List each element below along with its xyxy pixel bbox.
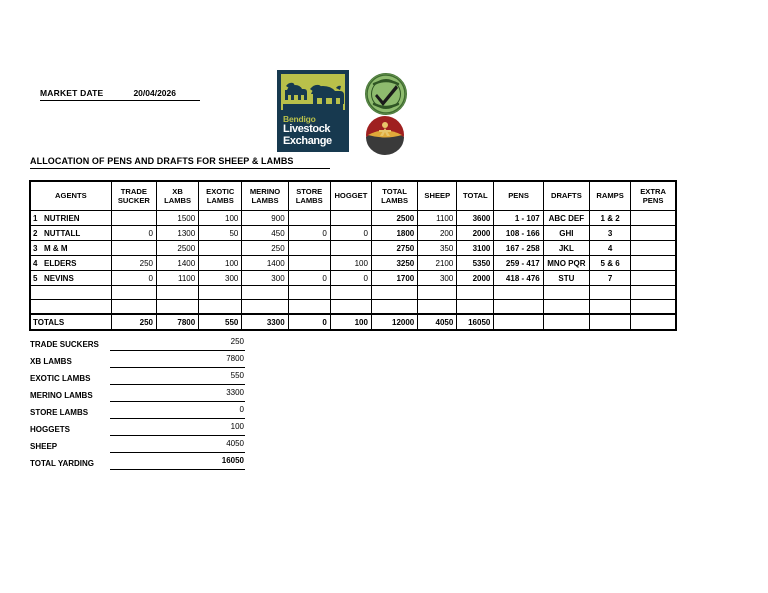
summary-value-underline	[110, 450, 245, 470]
cell-trade-sucker: 0	[111, 226, 156, 241]
col-header-ramps	[590, 181, 631, 211]
totals-cell-xb-lambs: 7800	[157, 314, 199, 330]
cell-trade-sucker: 250	[111, 256, 156, 271]
col-header-total-lambs-l2: LAMBS	[381, 196, 409, 205]
stockperson-icon	[365, 115, 405, 155]
col-header-pens	[494, 181, 543, 211]
cell-sheep: 1100	[418, 211, 457, 226]
totals-cell-store-lambs: 0	[288, 314, 330, 330]
cell-pens: 418 - 476	[494, 271, 543, 286]
agent-row-number: 3	[33, 243, 38, 253]
bendigo-livestock-exchange-logo	[277, 70, 349, 152]
cell-trade-sucker	[111, 211, 156, 226]
col-header-xb-lambs-l1: XB	[172, 186, 183, 196]
empty-cell	[30, 300, 111, 315]
summary-value: 250	[230, 337, 244, 346]
logo-line-bendigo: Bendigo	[283, 114, 316, 124]
agent-label: NUTTALL	[44, 228, 81, 238]
empty-cell	[330, 286, 371, 300]
cell-merino-lambs: 450	[242, 226, 288, 241]
col-header-exotic-lambs-l1: EXOTIC	[206, 186, 235, 196]
empty-cell	[590, 300, 631, 315]
cell-pens: 167 - 258	[494, 241, 543, 256]
cell-total: 3100	[457, 241, 494, 256]
cell-xb-lambs: 1400	[157, 256, 199, 271]
empty-cell	[494, 286, 543, 300]
cell-pens: 259 - 417	[494, 256, 543, 271]
cell-total-lambs: 1800	[371, 226, 417, 241]
cell-extra-pens	[631, 241, 676, 256]
summary-label: TRADE SUCKERS	[30, 340, 99, 349]
col-header-exotic-lambs	[199, 181, 242, 211]
col-header-hogget-label: HOGGET	[334, 191, 368, 201]
cell-sheep: 300	[418, 271, 457, 286]
agent-label: NEVINS	[44, 273, 74, 283]
col-header-store-lambs-l1: STORE	[296, 186, 323, 196]
cell-sheep: 2100	[418, 256, 457, 271]
agent-label: NUTRIEN	[44, 213, 80, 223]
col-header-pens-label: PENS	[508, 191, 529, 201]
agent-name-cell	[30, 256, 111, 271]
col-header-xb-lambs-l2: LAMBS	[164, 196, 192, 205]
cell-xb-lambs: 1500	[157, 211, 199, 226]
cell-sheep: 350	[418, 241, 457, 256]
cell-drafts: MNO PQR	[543, 256, 589, 271]
empty-cell	[494, 300, 543, 315]
cell-extra-pens	[631, 256, 676, 271]
agent-name-cell	[30, 211, 111, 226]
logo-line-exchange: Exchange	[283, 134, 332, 147]
empty-cell	[242, 300, 288, 315]
empty-cell	[199, 300, 242, 315]
col-header-trade-sucker	[111, 181, 156, 211]
totals-cell-sheep: 4050	[418, 314, 457, 330]
cell-drafts: GHI	[543, 226, 589, 241]
table-row	[30, 226, 676, 241]
col-header-hogget	[330, 181, 371, 211]
cell-pens: 108 - 166	[494, 226, 543, 241]
cell-xb-lambs: 1100	[157, 271, 199, 286]
empty-cell	[543, 286, 589, 300]
totals-cell-hogget: 100	[330, 314, 371, 330]
table-body	[30, 211, 676, 331]
cell-hogget: 100	[330, 256, 371, 271]
cell-store-lambs	[288, 211, 330, 226]
cell-ramps: 5 & 6	[590, 256, 631, 271]
agent-name-cell	[30, 241, 111, 256]
table-row	[30, 241, 676, 256]
cell-trade-sucker: 0	[111, 271, 156, 286]
empty-cell	[30, 286, 111, 300]
empty-cell	[418, 286, 457, 300]
col-header-merino-lambs	[242, 181, 288, 211]
cell-total-lambs: 2500	[371, 211, 417, 226]
cell-total-lambs: 3250	[371, 256, 417, 271]
agent-row-number: 5	[33, 273, 38, 283]
empty-cell	[543, 300, 589, 315]
empty-cell	[157, 300, 199, 315]
cell-extra-pens	[631, 211, 676, 226]
document-header	[0, 0, 768, 160]
col-header-store-lambs	[288, 181, 330, 211]
col-header-drafts-label: DRAFTS	[550, 191, 582, 201]
agent-name-cell	[30, 226, 111, 241]
cell-total-lambs: 2750	[371, 241, 417, 256]
summary-label: HOGGETS	[30, 425, 71, 434]
summary-label: TOTAL YARDING	[30, 459, 95, 468]
table-row	[30, 271, 676, 286]
cell-ramps: 3	[590, 226, 631, 241]
agent-name-cell	[30, 271, 111, 286]
cell-pens: 1 - 107	[494, 211, 543, 226]
table-row	[30, 256, 676, 271]
table-header-row	[30, 181, 676, 211]
col-header-total-label: TOTAL	[463, 191, 488, 201]
cell-exotic-lambs: 100	[199, 256, 242, 271]
summary-row	[30, 453, 245, 470]
cell-sheep: 200	[418, 226, 457, 241]
empty-cell	[157, 286, 199, 300]
empty-cell	[457, 300, 494, 315]
empty-cell	[288, 300, 330, 315]
livestock-handling-badge	[365, 115, 405, 155]
cell-exotic-lambs: 100	[199, 211, 242, 226]
allocation-table	[29, 180, 677, 331]
logo-line-livestock: Livestock	[283, 123, 331, 135]
summary-value: 100	[230, 422, 244, 431]
summary-value: 16050	[221, 456, 244, 465]
cell-total: 5350	[457, 256, 494, 271]
empty-cell	[199, 286, 242, 300]
totals-cell-exotic-lambs: 550	[199, 314, 242, 330]
agent-row-number: 4	[33, 258, 38, 268]
col-header-sheep	[418, 181, 457, 211]
empty-cell	[371, 286, 417, 300]
cell-merino-lambs: 250	[242, 241, 288, 256]
totals-cell-drafts	[543, 314, 589, 330]
cell-exotic-lambs: 300	[199, 271, 242, 286]
col-header-trade-sucker-l2: SUCKER	[117, 196, 150, 205]
agent-label: ELDERS	[44, 258, 77, 268]
cell-extra-pens	[631, 226, 676, 241]
summary-label: STORE LAMBS	[30, 408, 89, 417]
market-date-label: MARKET DATE	[40, 88, 104, 98]
cell-store-lambs: 0	[288, 226, 330, 241]
col-header-agents	[30, 181, 111, 211]
cell-total: 2000	[457, 271, 494, 286]
col-header-total	[457, 181, 494, 211]
agent-row-number: 1	[33, 213, 38, 223]
summary-label: EXOTIC LAMBS	[30, 374, 91, 383]
cell-drafts: ABC DEF	[543, 211, 589, 226]
empty-cell	[242, 286, 288, 300]
cell-merino-lambs: 900	[242, 211, 288, 226]
cell-xb-lambs: 2500	[157, 241, 199, 256]
agent-label: M & M	[44, 243, 68, 253]
col-header-merino-lambs-l2: LAMBS	[251, 196, 279, 205]
cell-store-lambs: 0	[288, 271, 330, 286]
cell-ramps: 7	[590, 271, 631, 286]
cell-xb-lambs: 1300	[157, 226, 199, 241]
cell-total-lambs: 1700	[371, 271, 417, 286]
empty-cell	[418, 300, 457, 315]
cell-extra-pens	[631, 271, 676, 286]
totals-cell-extra-pens	[631, 314, 676, 330]
col-header-trade-sucker-l1: TRADE	[120, 186, 147, 196]
empty-cell	[371, 300, 417, 315]
empty-cell	[590, 286, 631, 300]
summary-value: 550	[230, 371, 244, 380]
totals-cell-total-lambs: 12000	[371, 314, 417, 330]
summary-label: MERINO LAMBS	[30, 391, 93, 400]
table-totals-row	[30, 314, 676, 330]
cell-ramps: 4	[590, 241, 631, 256]
totals-cell-pens	[494, 314, 543, 330]
col-header-merino-lambs-l1: MERINO	[249, 186, 281, 196]
yarding-summary-list	[30, 334, 245, 470]
table-row	[30, 211, 676, 226]
cell-merino-lambs: 300	[242, 271, 288, 286]
summary-value: 7800	[226, 354, 244, 363]
empty-cell	[288, 286, 330, 300]
table-empty-row	[30, 300, 676, 315]
table-header	[30, 181, 676, 211]
cell-drafts: JKL	[543, 241, 589, 256]
col-header-extra-pens-l2: PENS	[642, 196, 664, 205]
empty-cell	[457, 286, 494, 300]
empty-cell	[631, 286, 676, 300]
cell-exotic-lambs	[199, 241, 242, 256]
cell-total: 3600	[457, 211, 494, 226]
col-header-drafts	[543, 181, 589, 211]
agent-row-number: 2	[33, 228, 38, 238]
market-date	[40, 88, 200, 101]
cell-hogget	[330, 241, 371, 256]
col-header-total-lambs	[371, 181, 417, 211]
totals-cell-trade-sucker: 250	[111, 314, 156, 330]
cell-exotic-lambs: 50	[199, 226, 242, 241]
col-header-xb-lambs	[157, 181, 199, 211]
summary-label: SHEEP	[30, 442, 58, 451]
col-header-total-lambs-l1: TOTAL	[382, 186, 407, 196]
cell-hogget: 0	[330, 271, 371, 286]
col-header-ramps-label: RAMPS	[596, 191, 624, 201]
col-header-agents-label: AGENTS	[55, 191, 87, 201]
cell-store-lambs	[288, 241, 330, 256]
totals-cell-merino-lambs: 3300	[242, 314, 288, 330]
checkmark-icon	[366, 74, 406, 114]
cell-ramps: 1 & 2	[590, 211, 631, 226]
empty-cell	[631, 300, 676, 315]
quality-assurance-badge	[365, 73, 407, 115]
summary-value: 4050	[226, 439, 244, 448]
cell-total: 2000	[457, 226, 494, 241]
cell-store-lambs	[288, 256, 330, 271]
empty-cell	[111, 286, 156, 300]
cell-hogget	[330, 211, 371, 226]
col-header-extra-pens-l1: EXTRA	[640, 186, 666, 196]
totals-label-cell: TOTALS	[30, 314, 111, 330]
summary-value: 0	[239, 405, 244, 414]
cell-merino-lambs: 1400	[242, 256, 288, 271]
totals-cell-total: 16050	[457, 314, 494, 330]
summary-value: 3300	[226, 388, 244, 397]
summary-label: XB LAMBS	[30, 357, 72, 366]
cell-drafts: STU	[543, 271, 589, 286]
page-title: ALLOCATION OF PENS AND DRAFTS FOR SHEEP & LAMBS	[30, 156, 330, 169]
empty-cell	[330, 300, 371, 315]
col-header-extra-pens	[631, 181, 676, 211]
market-date-value: 20/04/2026	[133, 88, 176, 98]
cell-hogget: 0	[330, 226, 371, 241]
col-header-store-lambs-l2: LAMBS	[295, 196, 323, 205]
totals-cell-ramps	[590, 314, 631, 330]
col-header-sheep-label: SHEEP	[424, 191, 451, 201]
cell-trade-sucker	[111, 241, 156, 256]
logo-wordmark	[283, 114, 347, 147]
col-header-exotic-lambs-l2: LAMBS	[206, 196, 234, 205]
table-empty-row	[30, 286, 676, 300]
livestock-silhouette-icon	[281, 74, 345, 110]
empty-cell	[111, 300, 156, 315]
